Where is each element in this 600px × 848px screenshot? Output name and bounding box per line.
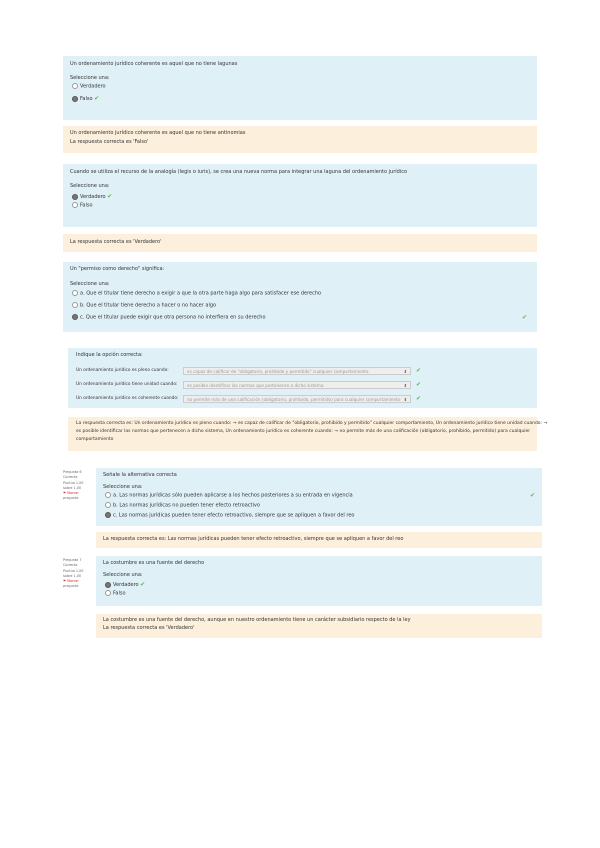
- chevron-down-icon: ⬍: [403, 397, 407, 402]
- radio-icon: [72, 302, 78, 308]
- feedback-1: [63, 126, 537, 153]
- select-prompt: Seleccione una:: [70, 281, 110, 287]
- option-b[interactable]: b. Que el titular tiene derecho a hacer o no hacer algo: [72, 302, 216, 310]
- chevron-down-icon: ⬍: [403, 383, 407, 388]
- match-select-2[interactable]: es posible identificar las normas que pertenecen a dicho sistema ⬍: [183, 381, 411, 389]
- option-c[interactable]: c. Las normas jurídicas pueden tener efecto retroactivo, siempre que se apliquen a favor del reo: [105, 512, 355, 520]
- question-text: Un ordenamiento jurídico coherente es aquel que no tiene lagunas: [70, 61, 238, 67]
- radio-icon: [105, 590, 111, 596]
- check-icon: ✔: [140, 581, 146, 588]
- option-true[interactable]: Verdadero: [72, 83, 106, 91]
- correct-answer: La respuesta correcta es: Las normas jurídicas pueden tener efecto retroactivo, siempre que se apliquen a favor del reo: [103, 536, 404, 542]
- flag-icon: ⚑: [63, 491, 67, 496]
- select-prompt: Seleccione una:: [103, 572, 143, 578]
- flag-question[interactable]: ⚑ Marcar: [63, 579, 79, 584]
- correct-answer: La respuesta correcta es 'Verdadero': [103, 625, 195, 631]
- radio-icon: [105, 502, 111, 508]
- question-4: [68, 348, 537, 408]
- match-label-2: Un ordenamiento jurídico tiene unidad cuando:: [76, 382, 178, 387]
- select-prompt: Seleccione una:: [70, 75, 110, 81]
- radio-icon: [105, 512, 111, 518]
- question-text: Señale la alternativa correcta: [103, 472, 177, 478]
- check-icon: ✔: [94, 95, 100, 102]
- flag-question[interactable]: ⚑ Marcar: [63, 491, 79, 496]
- check-icon: ✔: [416, 395, 422, 402]
- option-a[interactable]: a. Las normas jurídicas sólo pueden aplicarse a los hechos posteriores a su entrada en vigencia: [105, 492, 353, 500]
- flag-icon: ⚑: [63, 579, 67, 584]
- check-icon: ✔: [107, 193, 113, 200]
- radio-icon: [105, 582, 111, 588]
- question-info-5: Pregunta 6 Correcta Puntúa 1,00 sobre 1,00 ⚑ Marcar pregunta: [63, 470, 93, 502]
- feedback-5: [96, 532, 542, 548]
- feedback-text: La costumbre es una fuente del derecho, aunque en nuestro ordenamiento tiene un carácter subsidiario respecto de la ley: [103, 617, 411, 623]
- feedback-line: La respuesta correcta es: Un ordenamiento jurídico es pleno cuando: → es capaz de calificar de "obligatorio, prohibido y permitido" cualquier comportamiento, Un ordenamiento jurídico tiene unidad cuando: →: [76, 421, 548, 426]
- feedback-2: [63, 234, 537, 252]
- option-c[interactable]: c. Que el titular puede exigir que otra persona no interfiera en su derecho: [72, 314, 266, 322]
- match-select-3[interactable]: no permite más de una calificación (obligatorio, prohibido, permitido) para cualquier comportamiento ⬍: [183, 395, 411, 403]
- question-6: [96, 556, 542, 606]
- feedback-4: [68, 417, 548, 451]
- correct-answer: La respuesta correcta es 'Falso': [70, 139, 149, 145]
- question-info-6: Pregunta 7 Correcta Puntúa 1,00 sobre 1,00 ⚑ Marcar pregunta: [63, 558, 93, 590]
- option-false[interactable]: Falso: [72, 202, 93, 210]
- check-icon: ✔: [416, 367, 422, 374]
- feedback-line: comportamiento: [76, 437, 114, 442]
- question-text: La costumbre es una fuente del derecho: [103, 560, 205, 566]
- question-2: [63, 164, 537, 227]
- feedback-text: Un ordenamiento jurídico coherente es aquel que no tiene antinomias: [70, 130, 246, 136]
- question-text: Un "permiso como derecho" significa:: [70, 266, 165, 272]
- match-select-1[interactable]: es capaz de calificar de "obligatorio, prohibido y permitido" cualquier comportamiento ⬍: [183, 367, 411, 375]
- question-1: [63, 56, 537, 120]
- question-5: [96, 468, 542, 526]
- radio-icon: [105, 492, 111, 498]
- match-label-1: Un ordenamiento jurídico es pleno cuando:: [76, 368, 169, 373]
- match-label-3: Un ordenamiento jurídico es coherente cuando:: [76, 396, 179, 401]
- select-prompt: Indique la opción correcta:: [76, 352, 143, 358]
- chevron-down-icon: ⬍: [403, 369, 407, 374]
- radio-icon: [72, 290, 78, 296]
- option-true[interactable]: Verdadero ✔: [105, 580, 145, 590]
- radio-icon: [72, 83, 78, 89]
- radio-icon: [72, 194, 78, 200]
- question-3: [63, 262, 537, 332]
- feedback-6: [96, 614, 542, 638]
- select-prompt: Seleccione una:: [103, 484, 143, 490]
- option-false[interactable]: Falso: [105, 590, 126, 598]
- radio-icon: [72, 202, 78, 208]
- radio-icon: [72, 314, 78, 320]
- option-b[interactable]: b. Las normas jurídicas no pueden tener efecto retroactivo: [105, 502, 260, 510]
- option-true[interactable]: Verdadero ✔: [72, 192, 112, 202]
- option-false[interactable]: Falso ✔: [72, 94, 99, 104]
- check-icon: ✔: [416, 381, 422, 388]
- select-prompt: Seleccione una:: [70, 183, 110, 189]
- option-a[interactable]: a. Que el titular tiene derecho a exigir a que la otra parte haga algo para satisfacer ese derecho: [72, 290, 321, 298]
- question-text: Cuando se utiliza el recurso de la analogía (legis o iuris), se crea una nueva norma para integrar una laguna del ordenamiento jurídico: [70, 169, 408, 175]
- radio-icon: [72, 96, 78, 102]
- feedback-line: es posible identificar las normas que pertenecen a dicho sistema, Un ordenamiento jurídico es coherente cuando: → no permite más de una calificación (obligatorio, prohibido, permitido) para cualquier: [76, 429, 531, 434]
- correct-answer: La respuesta correcta es 'Verdadero': [70, 239, 162, 245]
- check-icon: ✔: [530, 492, 536, 499]
- check-icon: ✔: [522, 314, 528, 321]
